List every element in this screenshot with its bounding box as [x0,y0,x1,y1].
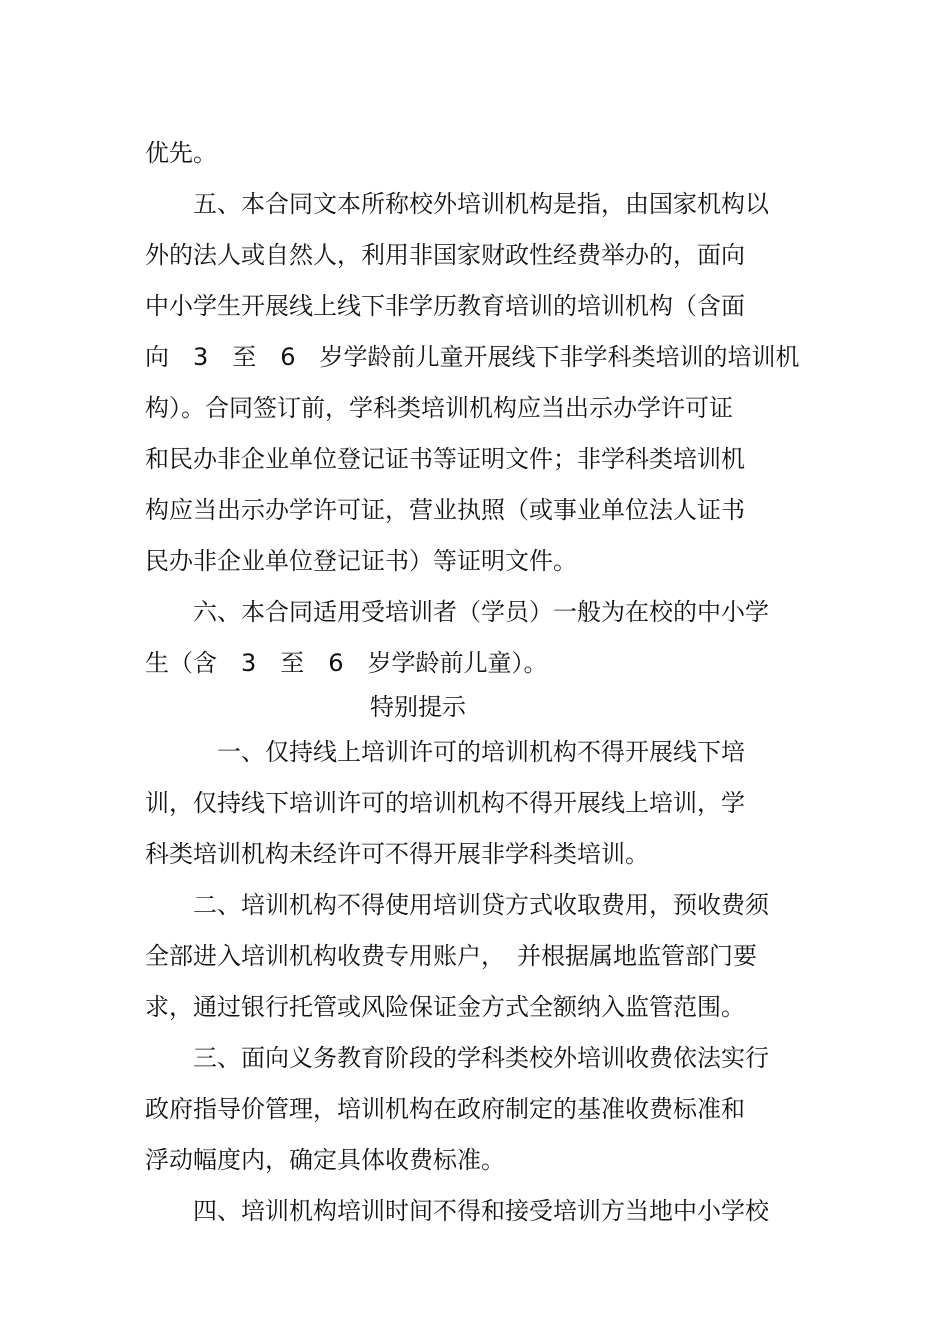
text-line: 一、仅持线上培训许可的培训机构不得开展线下培 [145,738,745,766]
text-line: 六、本合同适用受培训者（学员）一般为在校的中小学 [145,598,769,626]
section-heading: 特别提示 [370,693,466,721]
text-line: 训，仅持线下培训许可的培训机构不得开展线上培训，学 [145,789,745,817]
text-line: 求，通过银行托管或风险保证金方式全额纳入监管范围。 [145,993,745,1021]
text-line: 全部进入培训机构收费专用账户， 并根据属地监管部门要 [145,942,757,970]
text-line: 浮动幅度内，确定具体收费标准。 [145,1146,505,1174]
text-line: 构）。合同签订前，学科类培训机构应当出示办学许可证 [145,394,733,422]
text-line: 优先。 [145,139,217,167]
text-line: 二、培训机构不得使用培训贷方式收取费用，预收费须 [145,891,769,919]
text-line: 生（含 3 至 6 岁学龄前儿童）。 [145,649,548,677]
text-line: 向 3 至 6 岁学龄前儿童开展线下非学科类培训的培训机 [145,343,800,371]
text-line: 四、培训机构培训时间不得和接受培训方当地中小学校 [145,1197,769,1225]
text-line: 构应当出示办学许可证，营业执照（或事业单位法人证书 [145,496,745,524]
text-line: 政府指导价管理，培训机构在政府制定的基准收费标准和 [145,1095,745,1123]
text-line: 五、本合同文本所称校外培训机构是指，由国家机构以 [145,190,769,218]
text-line: 三、面向义务教育阶段的学科类校外培训收费依法实行 [145,1044,769,1072]
text-line: 外的法人或自然人，利用非国家财政性经费举办的，面向 [145,241,745,269]
text-line: 民办非企业单位登记证书）等证明文件。 [145,547,577,575]
text-line: 和民办非企业单位登记证书等证明文件；非学科类培训机 [145,445,745,473]
text-line: 科类培训机构未经许可不得开展非学科类培训。 [145,840,649,868]
text-line: 中小学生开展线上线下非学历教育培训的培训机构（含面 [145,292,745,320]
